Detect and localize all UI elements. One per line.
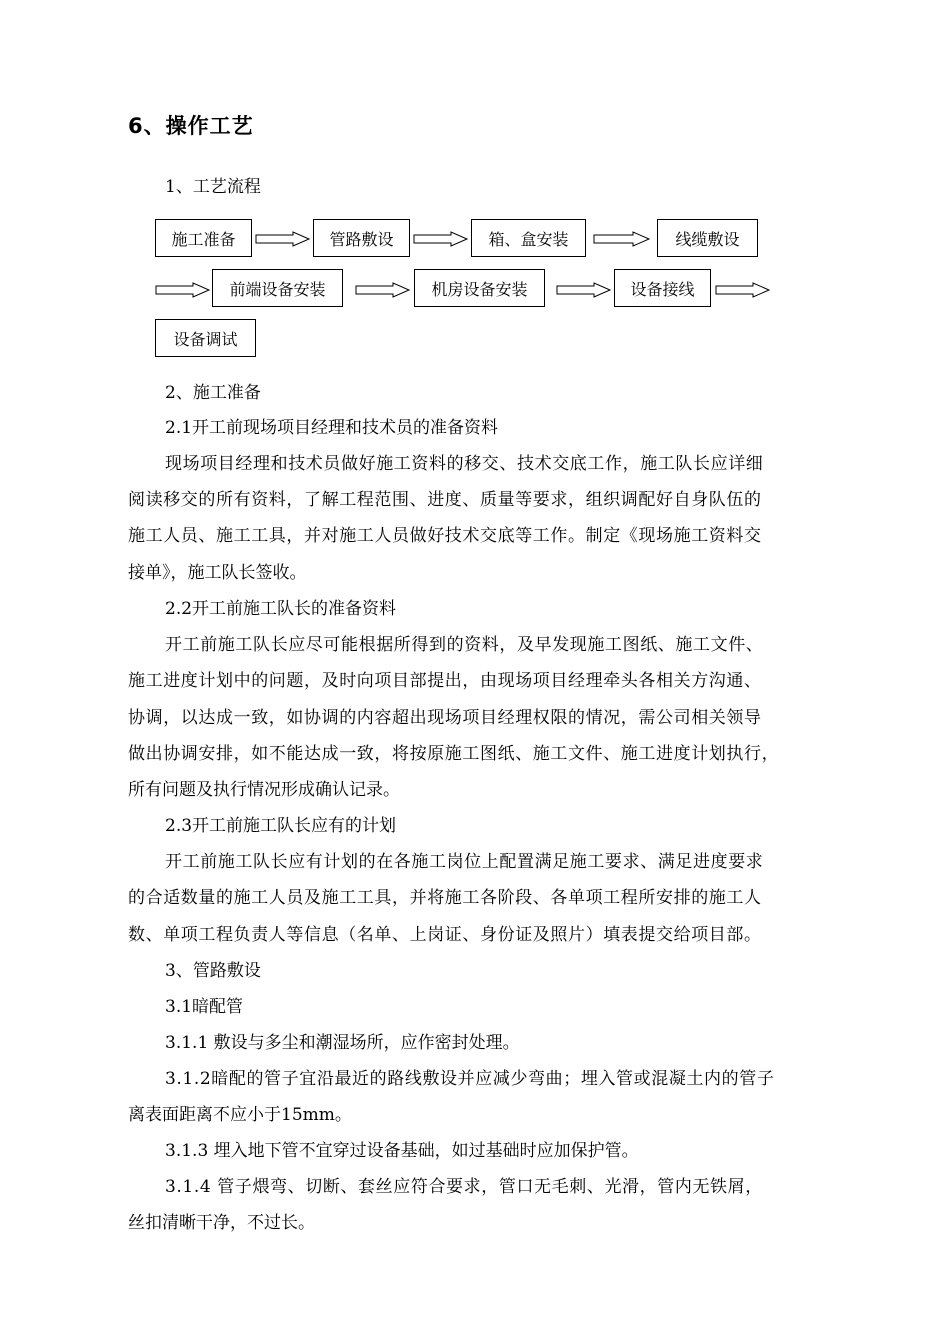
clause-3-1-4: 3.1.4 管子煨弯、切断、套丝应符合要求，管口无毛刺、光滑，管内无铁屑，: [165, 1177, 763, 1197]
flow-box-construction-prep: 施工准备: [155, 219, 252, 257]
flow-box-conduit-laying: 管路敷设: [313, 219, 410, 257]
section-heading-prep: 2、施工准备: [165, 383, 261, 403]
paragraph-line: 施工人员、施工工具，并对施工人员做好技术交底等工作。制定《现场施工资料交: [128, 526, 762, 546]
clause-3-1-1: 3.1.1 敷设与多尘和潮湿场所，应作密封处理。: [165, 1033, 520, 1053]
flow-box-equipment-wiring: 设备接线: [614, 269, 711, 307]
paragraph-line: 接单》，施工队长签收。: [128, 563, 307, 583]
flow-box-front-end-equipment: 前端设备安装: [212, 269, 343, 307]
paragraph-line: 开工前施工队长应有计划的在各施工岗位上配置满足施工要求、满足进度要求: [165, 852, 764, 872]
clause-3-1-2: 3.1.2暗配的管子宜沿最近的路线敷设并应减少弯曲；埋入管或混凝土内的管子: [165, 1069, 775, 1089]
subsection-process-flow: 1、工艺流程: [165, 177, 261, 197]
flow-arrow-icon: [715, 282, 771, 298]
paragraph-line: 离表面距离不应小于15mm。: [128, 1105, 352, 1125]
flow-box-equipment-commissioning: 设备调试: [155, 319, 256, 357]
subsection-2-1: 2.1开工前现场项目经理和技术员的准备资料: [165, 418, 499, 438]
paragraph-line: 所有问题及执行情况形成确认记录。: [128, 780, 400, 800]
subsection-2-3: 2.3开工前施工队长应有的计划: [165, 816, 397, 836]
flow-arrow-icon: [155, 282, 211, 298]
paragraph-line: 做出协调安排，如不能达成一致，将按原施工图纸、施工文件、施工进度计划执行，: [128, 744, 780, 764]
paragraph-line: 阅读移交的所有资料，了解工程范围、进度、质量等要求，组织调配好自身队伍的: [128, 490, 762, 510]
section-heading: 6、操作工艺: [128, 114, 254, 138]
paragraph-line: 协调，以达成一致，如协调的内容超出现场项目经理权限的情况，需公司相关领导: [128, 708, 762, 728]
flow-arrow-icon: [355, 282, 411, 298]
clause-3-1-3: 3.1.3 埋入地下管不宜穿过设备基础，如过基础时应加保护管。: [165, 1141, 639, 1161]
flow-arrow-icon: [413, 231, 469, 247]
flow-arrow-icon: [556, 282, 612, 298]
paragraph-line: 丝扣清晰干净，不过长。: [128, 1213, 315, 1233]
section-heading-conduit: 3、管路敷设: [165, 961, 261, 981]
flow-box-cable-laying: 线缆敷设: [657, 219, 758, 257]
paragraph-line: 数、单项工程负责人等信息（名单、上岗证、身份证及照片）填表提交给项目部。: [128, 925, 762, 945]
flow-box-box-installation: 箱、盒安装: [471, 219, 586, 257]
flow-arrow-icon: [593, 231, 651, 247]
paragraph-line: 施工进度计划中的问题，及时向项目部提出，由现场项目经理牵头各相关方沟通、: [128, 671, 762, 691]
flow-box-server-room-equipment: 机房设备安装: [414, 269, 545, 307]
paragraph-line: 开工前施工队长应尽可能根据所得到的资料，及早发现施工图纸、施工文件、: [165, 635, 764, 655]
paragraph-line: 的合适数量的施工人员及施工工具，并将施工各阶段、各单项工程所安排的施工人: [128, 888, 762, 908]
paragraph-line: 现场项目经理和技术员做好施工资料的移交、技术交底工作，施工队长应详细: [165, 454, 764, 474]
subsection-2-2: 2.2开工前施工队长的准备资料: [165, 599, 397, 619]
subsection-3-1: 3.1暗配管: [165, 997, 244, 1017]
flow-arrow-icon: [255, 231, 311, 247]
